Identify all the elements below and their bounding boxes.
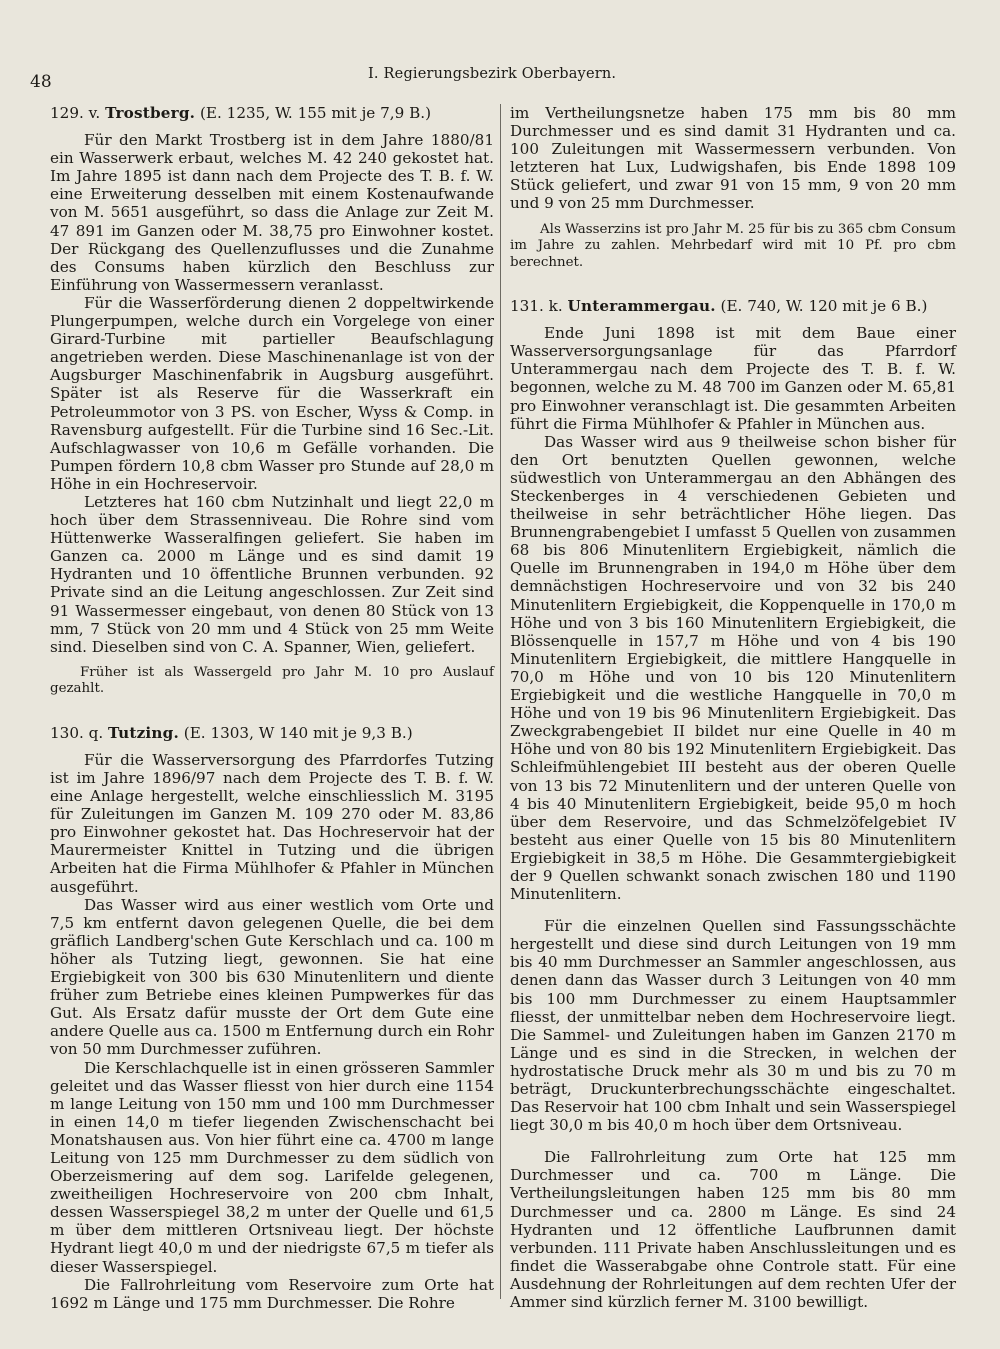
paragraph: Für die Wasserversorgung des Pfarrdorfes Tutzing ist im Jahre 1896/97 nach dem Projecte des T. B. f. W. eine Anlage hergestellt, welche einschliesslich M. 3195 für Zuleitungen im Ganzen M. 109 270 oder M. 83,86 pro Einwohner gekostet hat. Das Hochreservoir hat der Maurermeister Knittel in Tutzing und die übrigen Arbeiten hat die Firma Mühlhofer & Pfahler in München ausgeführt. bbox=[50, 750, 494, 896]
paragraph: Die Kerschlachquelle ist in einen grösseren Sammler geleitet und das Wasser fliesst von hier durch eine 1154 m lange Leitung von 150 mm und 100 mm Durchmesser in einen 14,0 m tiefer liegenden Zwischenschacht bei Monatshausen aus. Von hier führt eine ca. 4700 m lange Leitung von 125 mm Durchmesser zu dem südlich von Oberzeismering auf dem sog. Larifelde gelegenen, zweitheiligen Hochreservoire von 200 cbm Inhalt, dessen Wasserspiegel 38,2 m unter der Quelle und 61,5 m über dem mittleren Ortsniveau liegt. Der höchste Hydrant liegt 40,0 m und der niedrigste 67,5 m tiefer als dieser Wasserspiegel. bbox=[50, 1058, 494, 1276]
paragraph: Die Fallrohrleitung zum Orte hat 125 mm Durchmesser und ca. 700 m Länge. Die Vertheilungsleitungen haben 125 mm bis 80 mm Durchmesser und ca. 2800 m Länge. Es sind 24 Hydranten und 12 öffentliche Laufbrunnen damit verbunden. 111 Private haben Anschlussleitungen und es findet die Wasserabgabe ohne Controle statt. Für eine Ausdehnung der Rohrleitungen auf dem rechten Ufer der Ammer sind kürzlich ferner M. 3100 bewilligt. bbox=[510, 1148, 956, 1312]
section-heading bbox=[510, 297, 956, 315]
section-heading bbox=[50, 104, 494, 122]
paragraph: Letzteres hat 160 cbm Nutzinhalt und liegt 22,0 m hoch über dem Strassenniveau. Die Rohre sind vom Hüttenwerke Wasseralfingen geliefert. Sie haben im Ganzen ca. 2000 m Länge und es sind damit 19 Hydranten und 10 öffentliche Brunnen verbunden. 92 Private sind an die Leitung angeschlossen. Zur Zeit sind 91 Wassermesser eingebaut, von denen 80 Stück von 13 mm, 7 Stück von 20 mm und 4 Stück von 25 mm Weite sind. Dieselben sind von C. A. Spanner, Wien, geliefert. bbox=[50, 492, 494, 656]
small-print-note: Früher ist als Wassergeld pro Jahr M. 10 pro Auslauf gezahlt. bbox=[50, 664, 494, 697]
place-name: Unterammergau. bbox=[567, 297, 716, 316]
section-gap bbox=[50, 698, 494, 724]
paragraph: Für die Wasserförderung dienen 2 doppeltwirkende Plungerpumpen, welche durch ein Vorgelege von einer Girard-Turbine mit partieller Beaufschlagung angetrieben werden. Diese Maschinenanlage ist von der Augsburger Maschinenfabrik in Augsburg ausgeführt. Später ist als Reserve für die Wasserkraft ein Petroleummotor von 3 PS. von Escher, Wyss & Comp. in Ravensburg aufgestellt. Für die Turbine sind 16 Sec.-Lit. Aufschlagwasser von 10,6 m Gefälle vorhanden. Die Pumpen fördern 10,8 cbm Wasser pro Stunde auf 28,0 m Höhe in ein Hochreservoir. bbox=[50, 293, 494, 493]
left-column bbox=[50, 104, 494, 1312]
section-stats: (E. 740, W. 120 mit je 6 B.) bbox=[720, 297, 928, 316]
paragraph-gap bbox=[510, 1134, 956, 1148]
section-stats: (E. 1235, W. 155 mit je 7,9 B.) bbox=[200, 104, 432, 122]
small-print-note: Als Wasserzins ist pro Jahr M. 25 für bis zu 365 cbm Consum im Jahre zu zahlen. Mehrbedarf wird mit 10 Pf. pro cbm berechnet. bbox=[510, 221, 956, 270]
place-name: Tutzing. bbox=[108, 723, 179, 742]
paragraph-gap bbox=[510, 903, 956, 917]
paragraph: Die Fallrohrleitung vom Reservoire zum Orte hat 1692 m Länge und 175 mm Durchmesser. Die Rohre bbox=[50, 1275, 494, 1312]
paragraph: Für den Markt Trostberg ist in dem Jahre 1880/81 ein Wasserwerk erbaut, welches M. 42 240 gekostet hat. Im Jahre 1895 ist dann nach dem Projecte des T. B. f. W. eine Erweiterung desselben mit einem Kostenaufwande von M. 5651 ausgeführt, so dass die Anlage zur Zeit M. 47 891 im Ganzen oder M. 38,75 pro Einwohner kostet. Der Rückgang des Quellenzuflusses und die Zunahme des Consums haben kürzlich den Beschluss zur Einführung von Wassermessern veranlasst. bbox=[50, 131, 494, 294]
paragraph: im Vertheilungsnetze haben 175 mm bis 80 mm Durchmesser und es sind damit 31 Hydranten und ca. 100 Zuleitungen mit Wassermessern verbunden. Von letzteren hat Lux, Ludwigshafen, bis Ende 1898 109 Stück geliefert, und zwar 91 von 15 mm, 9 von 20 mm und 9 von 25 mm Durchmesser. bbox=[510, 104, 956, 213]
column-divider bbox=[500, 104, 501, 1299]
section-number: 130. q. bbox=[50, 723, 104, 742]
paragraph: Das Wasser wird aus einer westlich vom Orte und 7,5 km entfernt davon gelegenen Quelle, die bei dem gräflich Landberg'schen Gute Kerschlach und ca. 100 m höher als Tutzing liegt, gewonnen. Sie hat eine Ergiebigkeit von 300 bis 630 Minutenlitern und diente früher zum Betriebe eines kleinen Pumpwerkes für das Gut. Als Ersatz dafür musste der Ort dem Gute eine andere Quelle aus ca. 1500 m Entfernung durch ein Rohr von 50 mm Durchmesser zuführen. bbox=[50, 895, 494, 1059]
section-number: 129. v. bbox=[50, 104, 101, 122]
page-number: 48 bbox=[30, 72, 52, 92]
right-column bbox=[510, 104, 956, 1311]
section-gap bbox=[510, 271, 956, 297]
section-number: 131. k. bbox=[510, 297, 563, 316]
paragraph: Ende Juni 1898 ist mit dem Baue einer Wasserversorgungsanlage für das Pfarrdorf Unterammergau nach dem Projecte des T. B. f. W. begonnen, welche zu M. 48 700 im Ganzen oder M. 65,81 pro Einwohner veranschlagt ist. Die gesammten Arbeiten führt die Firma Mühlhofer & Pfahler in München aus. bbox=[510, 324, 956, 433]
section-stats: (E. 1303, W 140 mit je 9,3 B.) bbox=[183, 723, 413, 742]
place-name: Trostberg. bbox=[105, 104, 196, 122]
section-heading bbox=[50, 724, 494, 742]
paragraph: Für die einzelnen Quellen sind Fassungsschächte hergestellt und diese sind durch Leitungen von 19 mm bis 40 mm Durchmesser an Sammler angeschlossen, aus denen dann das Wasser durch 3 Leitungen von 40 mm bis 100 mm Durchmesser zu einem Hauptsammler fliesst, der unmittelbar neben dem Hochreservoire liegt. Die Sammel- und Zuleitungen haben im Ganzen 2170 m Länge und es sind in die Strecken, in welchen der hydrostatische Druck mehr als 30 m und bis zu 70 m beträgt, Druckunterbrechungsschächte eingeschaltet. Das Reservoir hat 100 cbm Inhalt und sein Wasserspiegel liegt 30,0 m bis 40,0 m hoch über dem Ortsniveau. bbox=[510, 917, 956, 1135]
paragraph: Das Wasser wird aus 9 theilweise schon bisher für den Ort benutzten Quellen gewonnen, welche südwestlich von Unterammergau an den Abhängen des Steckenberges in 4 verschiedenen Gebieten und theilweise in sehr beträchtlicher Höhe liegen. Das Brunnengrabengebiet I umfasst 5 Quellen von zusammen 68 bis 806 Minutenlitern Ergiebigkeit, nämlich die Quelle im Brunnengraben in 194,0 m Höhe über dem demnächstigen Hochreservoire und von 32 bis 240 Minutenlitern Ergiebigkeit, die Koppenquelle in 170,0 m Höhe und von 3 bis 160 Minutenlitern Ergiebigkeit, die Blössenquelle in 157,7 m Höhe und von 4 bis 190 Minutenlitern Ergiebigkeit, die mittlere Hangquelle in 70,0 m Höhe und von 10 bis 120 Minutenlitern Ergiebigkeit und die westliche Hangquelle in 70,0 m Höhe und von 19 bis 96 Minutenlitern Ergiebigkeit. Das Zweckgrabengebiet II bildet nur eine Quelle in 40 m Höhe und von 80 bis 192 Minutenlitern Ergiebigkeit. Das Schleifmühlengebiet III besteht aus der oberen Quelle von 13 bis 72 Minutenlitern und der unteren Quelle von 4 bis 40 Minutenlitern Ergiebigkeit, beide 95,0 m hoch über dem Reservoire, und das Schmelzöfelgebiet IV besteht aus einer Quelle von 15 bis 80 Minutenlitern Ergiebigkeit in 38,5 m Höhe. Die Gesammtergiebigkeit der 9 Quellen schwankt sonach zwischen 180 und 1190 Minutenlitern. bbox=[510, 432, 956, 904]
running-head: I. Regierungsbezirk Oberbayern. bbox=[368, 66, 617, 82]
